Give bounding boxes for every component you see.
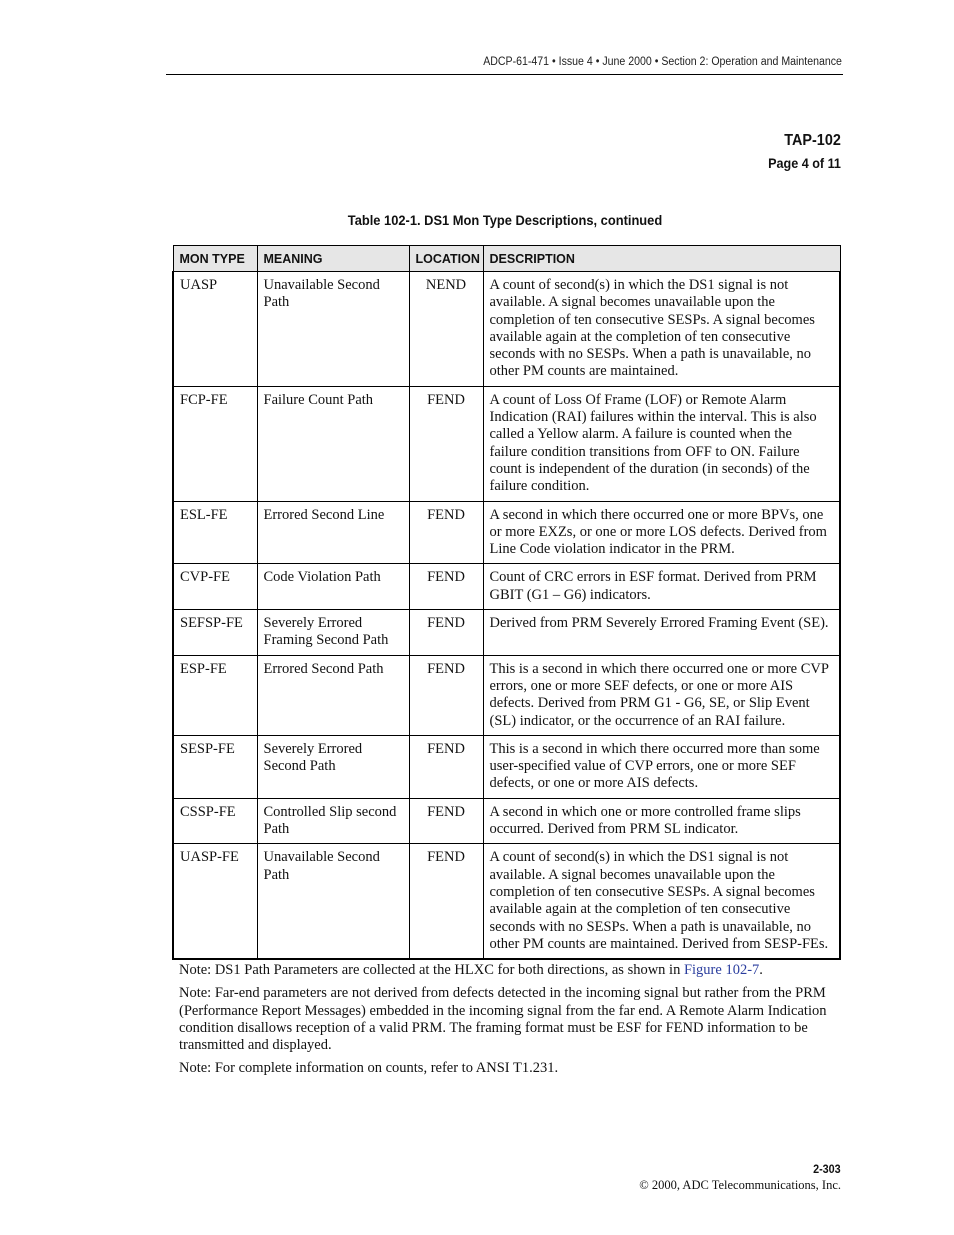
cell-mon-type: CSSP-FE [173,798,257,844]
table-title: Table 102-1. DS1 Mon Type Descriptions, continued [347,212,663,228]
cell-meaning: Failure Count Path [257,386,409,501]
cell-location: FEND [409,610,483,656]
cell-meaning: Unavailable Second Path [257,844,409,959]
cell-meaning: Code Violation Path [257,564,409,610]
cell-mon-type: SEFSP-FE [173,610,257,656]
cell-description: A count of second(s) in which the DS1 signal is not available. A signal becomes unavailable upon the completion of ten consecutive SESPs. A signal becomes available again at the completion of ten consecutive seconds with no SESPs. When a path is unavailable, no other PM counts are maintained. [483,272,840,387]
cell-description: A count of Loss Of Frame (LOF) or Remote Alarm Indication (RAI) failures within the interval. This is also called a Yellow alarm. A failure is counted when the failure condition transitions from OFF to ON. Failure count is independent of the duration (in seconds) of the failure condition. [483,386,840,501]
cell-location: FEND [409,655,483,735]
table-row [173,844,840,959]
note-far-end-parameters: Note: Far-end parameters are not derived from defects detected in the incoming signal but rather from the PRM (Performance Report Messages) embedded in the incoming signal from the far end. A Remote Alarm Indication condition disallows reception of a valid PRM. The framing format must be ESF for FEND information to be transmitted and displayed. [179,985,827,1054]
table-header-row [173,246,840,272]
cell-description: A second in which there occurred one or more BPVs, one or more EXZs, or one or more LOS defects. Derived from Line Code violation indicator in the PRM. [483,501,840,564]
cell-location: FEND [409,798,483,844]
cell-description: This is a second in which there occurred one or more CVP errors, one or more SEF defects, or one or more AIS defects. Derived from PRM G1 - G6, SE, or Slip Event (SL) indicator, or the occurrence of an RAI failure. [483,655,840,735]
procedure-id: TAP-102 [784,132,841,149]
table-row [173,655,840,735]
cell-meaning: Errored Second Line [257,501,409,564]
cell-description: Derived from PRM Severely Errored Framing Event (SE). [483,610,840,656]
cell-mon-type: UASP-FE [173,844,257,959]
note-counts-reference: Note: For complete information on counts, refer to ANSI T1.231. [179,1060,559,1077]
table-row [173,564,840,610]
copyright-notice: © 2000, ADC Telecommunications, Inc. [639,1178,841,1192]
table-row [173,798,840,844]
cell-location: FEND [409,564,483,610]
table-row [173,386,840,501]
cell-mon-type: FCP-FE [173,386,257,501]
cell-description: This is a second in which there occurred more than some user-specified value of CVP errors, one or more SEF defects, or one or more AIS defects. [483,735,840,798]
cell-description: Count of CRC errors in ESF format. Derived from PRM GBIT (G1 – G6) indicators. [483,564,840,610]
column-header-mon-type: MON TYPE [173,246,257,272]
cell-location: FEND [409,844,483,959]
cell-meaning: Severely Errored Framing Second Path [257,610,409,656]
cell-mon-type: SESP-FE [173,735,257,798]
cell-description: A second in which one or more controlled frame slips occurred. Derived from PRM SL indicator. [483,798,840,844]
cell-mon-type: ESP-FE [173,655,257,735]
figure-link[interactable]: Figure 102-7 [683,962,760,978]
cell-meaning: Severely Errored Second Path [257,735,409,798]
table-row [173,272,840,387]
table-row [173,610,840,656]
cell-location: FEND [409,386,483,501]
mon-type-table [172,245,841,960]
cell-location: NEND [409,272,483,387]
cell-mon-type: ESL-FE [173,501,257,564]
cell-meaning: Unavailable Second Path [257,272,409,387]
table-row [173,501,840,564]
column-header-meaning: MEANING [257,246,409,272]
note-text: Note: DS1 Path Parameters are collected at the HLXC for both directions, as shown in [179,962,684,978]
note-text-end: . [759,962,763,978]
column-header-location: LOCATION [409,246,483,272]
running-header: ADCP-61-471 • Issue 4 • June 2000 • Section 2: Operation and Maintenance [483,56,842,68]
cell-mon-type: UASP [173,272,257,387]
column-header-description: DESCRIPTION [483,246,840,272]
cell-mon-type: CVP-FE [173,564,257,610]
note-path-parameters [179,962,839,979]
table-row [173,735,840,798]
cell-location: FEND [409,735,483,798]
cell-meaning: Errored Second Path [257,655,409,735]
page-number: 2-303 [813,1162,841,1176]
cell-location: FEND [409,501,483,564]
notes-section [179,962,839,1084]
cell-meaning: Controlled Slip second Path [257,798,409,844]
page-indicator: Page 4 of 11 [768,155,841,171]
header-rule [166,74,843,75]
cell-description: A count of second(s) in which the DS1 signal is not available. A signal becomes unavailable upon the completion of ten consecutive SESPs. A signal becomes available again at the completion of ten consecutive seconds with no SESPs. When a path is unavailable, no other PM counts are maintained. Derived from SESP-FEs. [483,844,840,959]
